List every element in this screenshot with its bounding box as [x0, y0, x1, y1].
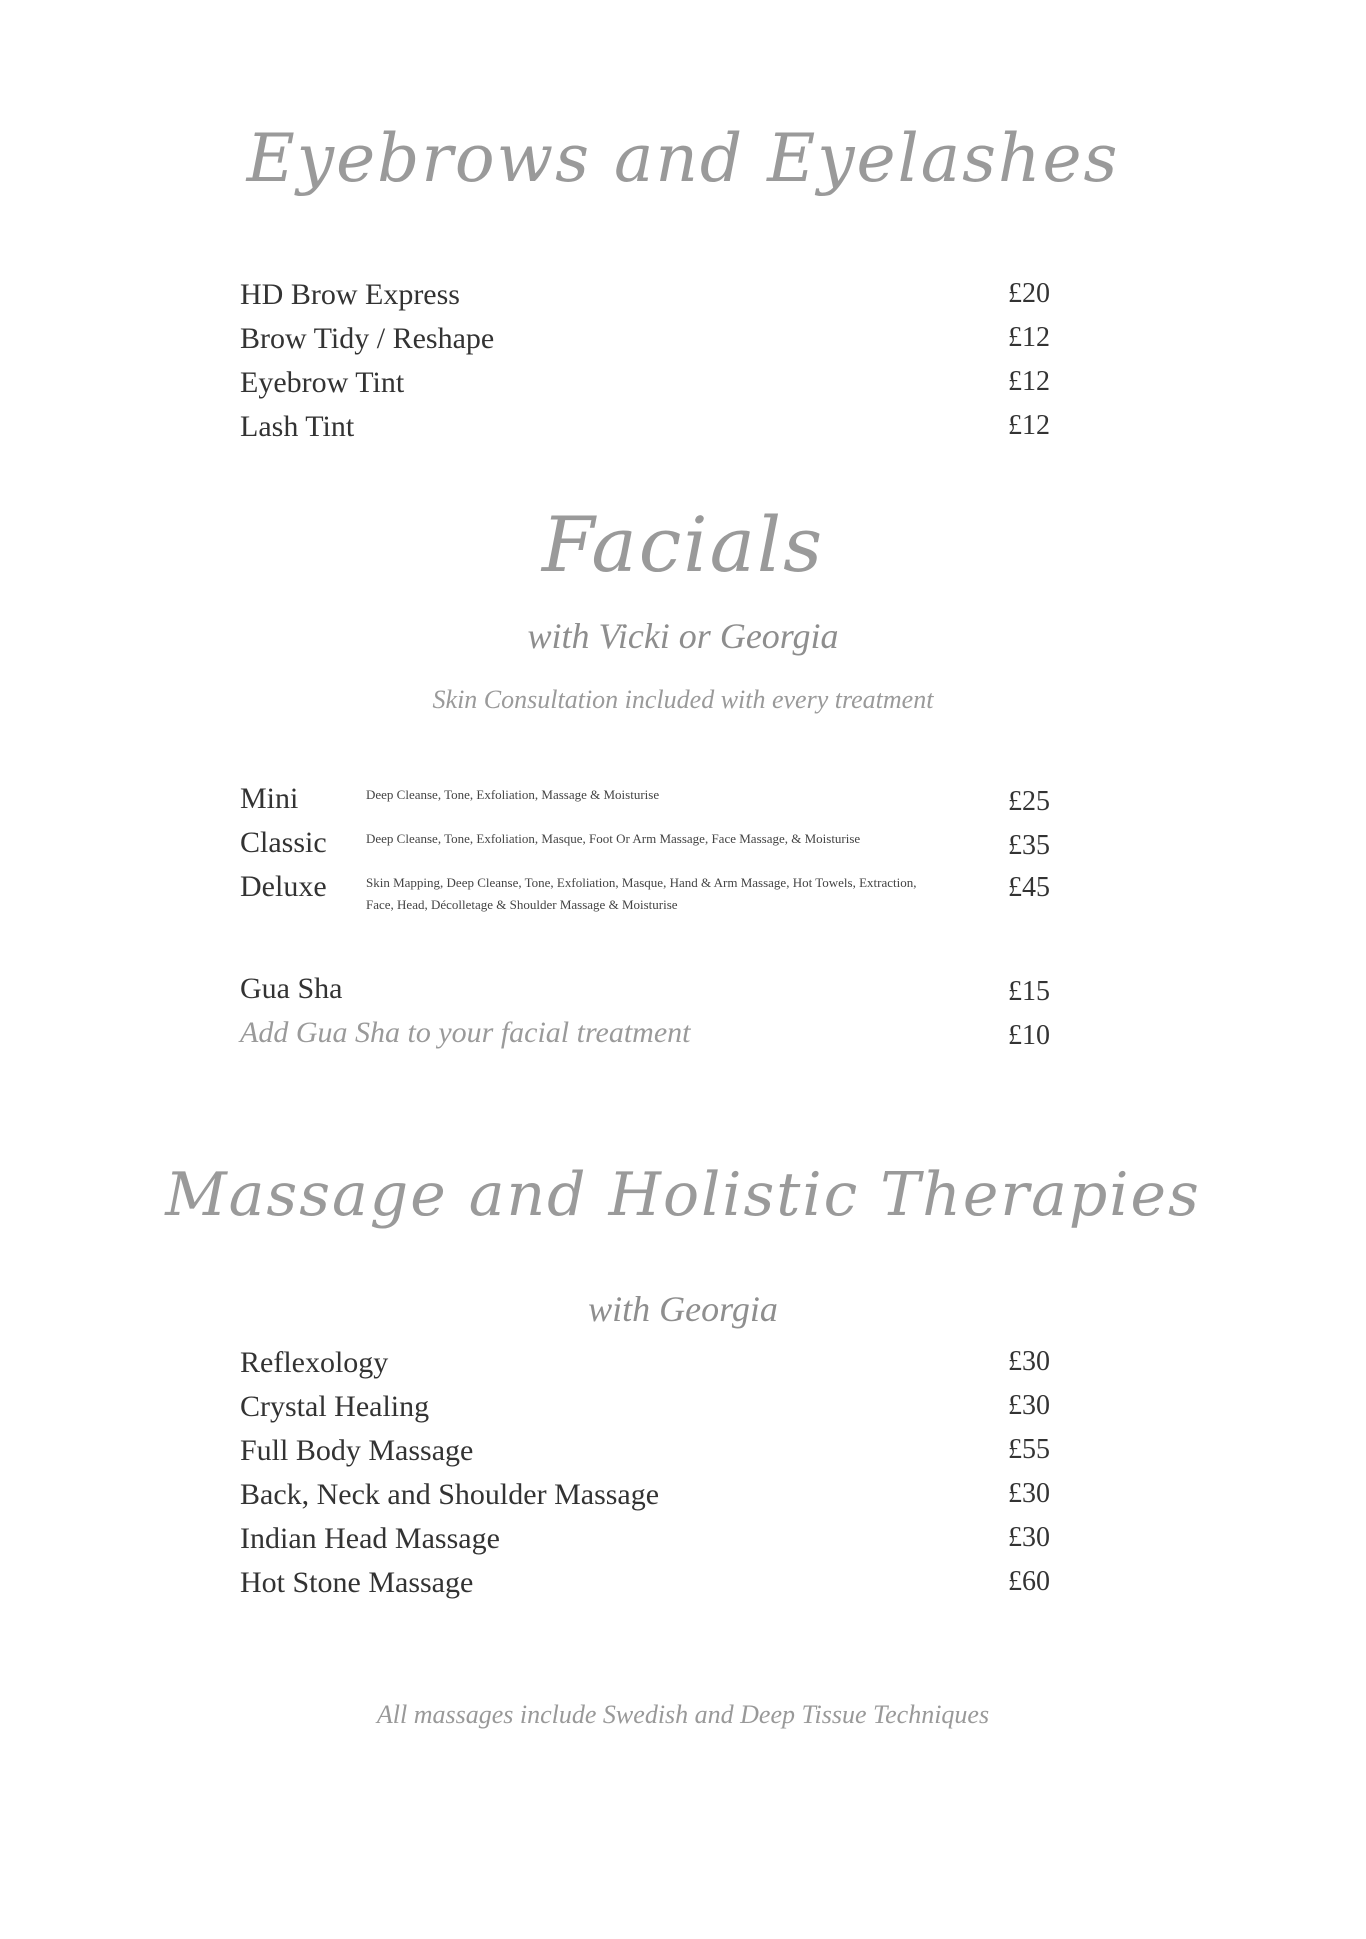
service-price: £30 [1008, 1390, 1050, 1421]
gua-sha-addon-name: Add Gua Sha to your facial treatment [240, 1016, 691, 1049]
service-row [240, 1522, 1070, 1566]
facial-description: Skin Mapping, Deep Cleanse, Tone, Exfoliation, Masque, Hand & Arm Massage, Hot Towels, Extraction, Face, Head, Décolletage & Shoulder Massage & Moisturise [366, 875, 917, 912]
massage-heading: Massage and Holistic Therapies [165, 1160, 1201, 1230]
service-price: £30 [1008, 1478, 1050, 1509]
massage-footer-note: All massages include Swedish and Deep Tissue Techniques [376, 1700, 990, 1729]
service-row [240, 322, 1070, 366]
facial-price: £25 [1008, 786, 1050, 817]
facials-heading: Facials [541, 500, 825, 589]
facials-note: Skin Consultation included with every treatment [432, 685, 934, 714]
service-name: HD Brow Express [240, 278, 460, 311]
facial-row [240, 826, 1070, 874]
service-price: £20 [1008, 278, 1050, 309]
service-name: Lash Tint [240, 410, 355, 443]
facial-row [240, 782, 1070, 826]
service-price: £60 [1008, 1566, 1050, 1597]
service-row [240, 1566, 1070, 1610]
facial-name: Deluxe [240, 870, 327, 903]
service-row [240, 410, 1070, 454]
facial-description: Deep Cleanse, Tone, Exfoliation, Masque, Foot Or Arm Massage, Face Massage, & Moisturise [366, 831, 861, 846]
service-price: £12 [1008, 366, 1050, 397]
facial-row [240, 870, 1070, 922]
service-row [240, 366, 1070, 410]
service-name: Brow Tidy / Reshape [240, 322, 495, 355]
service-price: £30 [1008, 1522, 1050, 1553]
massage-subheading: with Georgia [588, 1289, 778, 1329]
facial-name: Classic [240, 826, 327, 859]
service-price: £12 [1008, 410, 1050, 441]
service-name: Crystal Healing [240, 1390, 430, 1423]
service-name: Back, Neck and Shoulder Massage [240, 1478, 660, 1511]
service-price: £12 [1008, 322, 1050, 353]
service-name: Hot Stone Massage [240, 1566, 474, 1599]
facials-subheading: with Vicki or Georgia [527, 616, 839, 656]
service-row [240, 1390, 1070, 1434]
facial-price: £35 [1008, 830, 1050, 861]
service-row [240, 1478, 1070, 1522]
service-name: Indian Head Massage [240, 1522, 500, 1555]
facial-price: £45 [1008, 872, 1050, 903]
service-row [240, 1346, 1070, 1390]
service-price: £55 [1008, 1434, 1050, 1465]
service-name: Full Body Massage [240, 1434, 474, 1467]
service-name: Eyebrow Tint [240, 366, 405, 399]
gua-sha-price: £15 [1008, 976, 1050, 1007]
service-row [240, 1434, 1070, 1478]
service-row [240, 278, 1070, 322]
service-price: £30 [1008, 1346, 1050, 1377]
gua-sha-row [240, 972, 1070, 1016]
gua-sha-name: Gua Sha [240, 972, 343, 1005]
gua-sha-addon-price: £10 [1008, 1020, 1050, 1051]
gua-sha-addon-row [240, 1016, 1070, 1060]
facial-description: Deep Cleanse, Tone, Exfoliation, Massage & Moisturise [366, 787, 660, 802]
eyebrows-heading: Eyebrows and Eyelashes [246, 120, 1120, 197]
facial-name: Mini [240, 782, 299, 815]
service-name: Reflexology [240, 1346, 389, 1379]
